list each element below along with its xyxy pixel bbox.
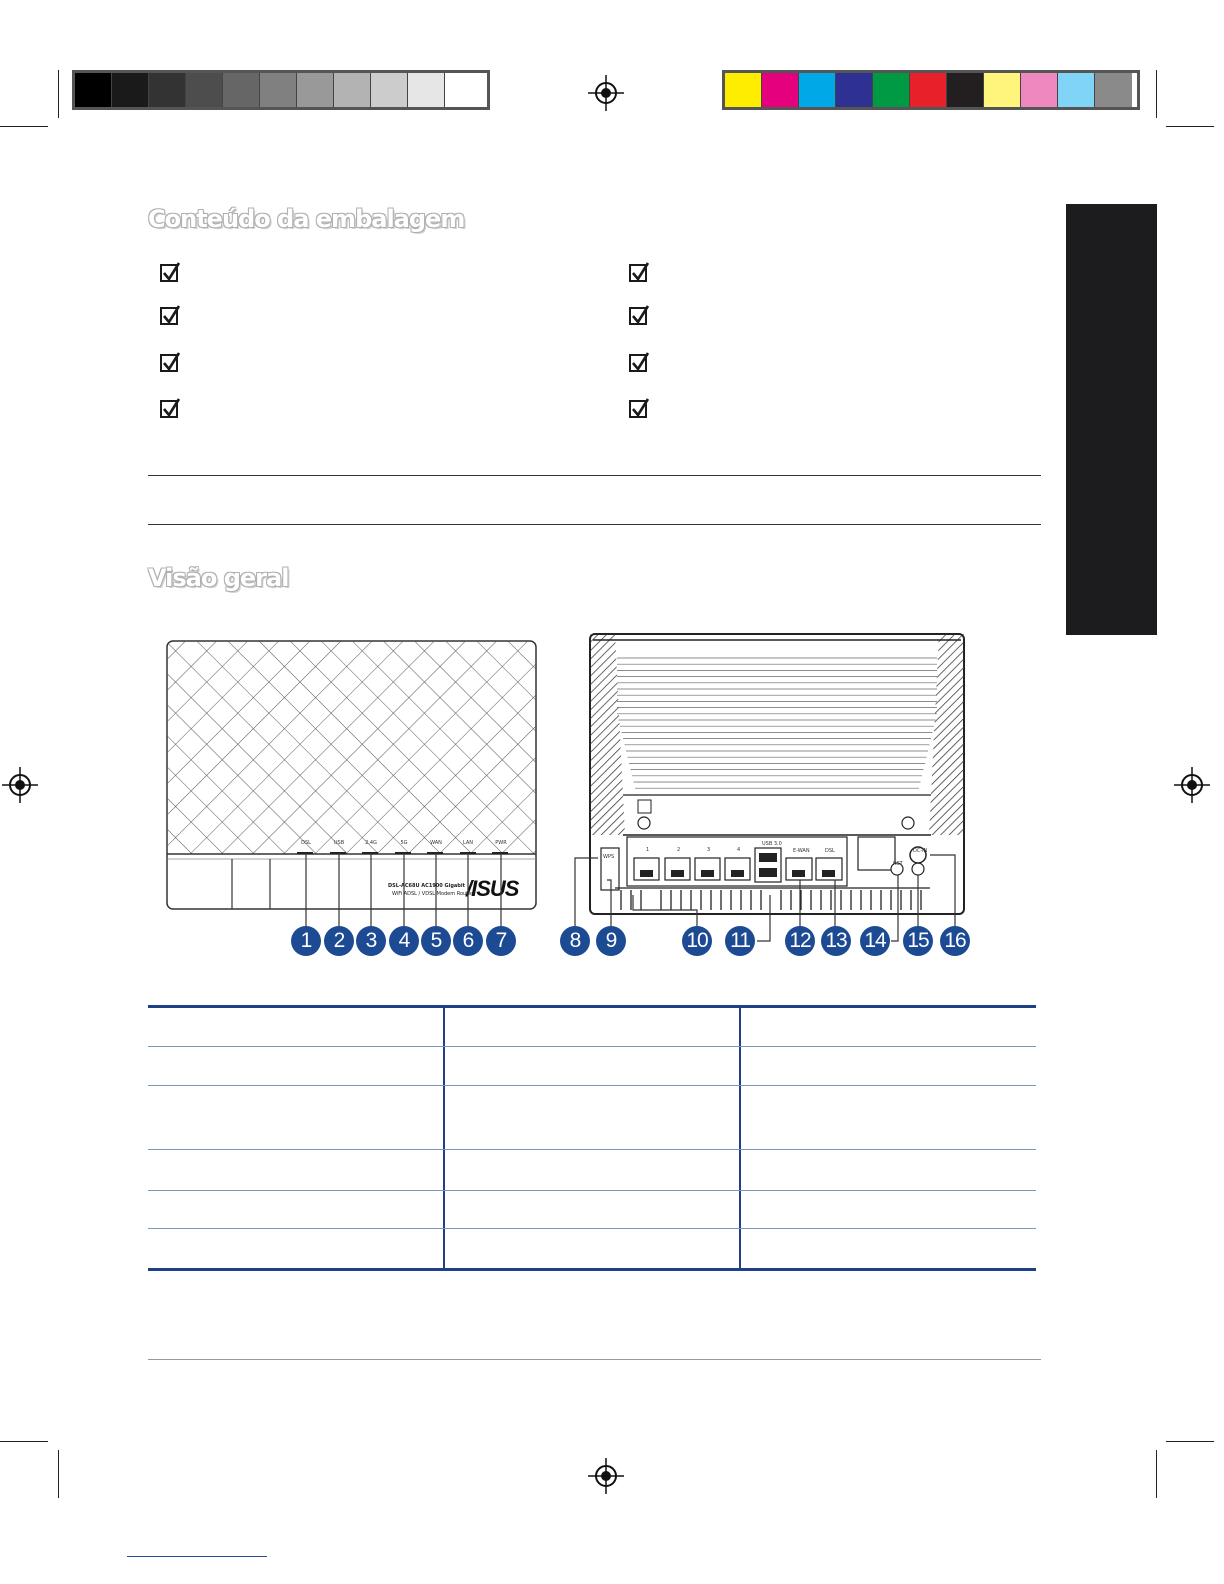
table-cell (148, 1191, 445, 1228)
front-led-label: PWR (495, 840, 507, 846)
table-cell (148, 1008, 445, 1046)
table-row (148, 1191, 1036, 1229)
callout-number-2: 2 (324, 926, 354, 956)
crop-mark (0, 1441, 48, 1442)
crop-mark (1166, 1441, 1214, 1442)
crop-mark (1156, 1450, 1157, 1498)
table-cell (741, 1191, 1036, 1228)
dsl-port-label: DSL (825, 848, 835, 854)
table-row (148, 1086, 1036, 1150)
callout-number-5: 5 (421, 926, 451, 956)
ewan-port-label: E-WAN (793, 848, 810, 854)
front-led-label: 5G (400, 840, 408, 846)
registration-mark-icon (588, 1458, 624, 1494)
table-cell (445, 1229, 742, 1269)
table-cell (741, 1086, 1036, 1149)
callout-number-7: 7 (486, 926, 516, 956)
package-contents-heading: Conteúdo da embalagem (148, 205, 465, 233)
table-cell (445, 1191, 742, 1228)
front-model-line1: DSL-AC68U AC1900 Gigabit (388, 883, 465, 889)
table-cell (741, 1047, 1036, 1085)
crop-mark (58, 1450, 59, 1498)
front-led-label: 2.4G (365, 840, 377, 846)
callout-number-15: 15 (903, 926, 933, 956)
lan-port-label: 1 (646, 847, 650, 853)
reset-button-label: RST (893, 861, 903, 867)
callout-number-11: 11 (725, 926, 755, 956)
callout-number-4: 4 (389, 926, 419, 956)
callout-number-3: 3 (356, 926, 386, 956)
table-row (148, 1229, 1036, 1269)
table-cell (148, 1047, 445, 1085)
front-led-label: LAN (462, 840, 474, 846)
callout-number-16: 16 (940, 926, 970, 956)
table-cell (445, 1008, 742, 1046)
callout-number-10: 10 (682, 926, 712, 956)
asus-logo: /ISUS (466, 876, 519, 901)
callout-number-9: 9 (596, 926, 626, 956)
usb-port-label: USB 3.0 (762, 841, 782, 847)
front-led-label: DSL (301, 840, 311, 846)
table-cell (741, 1229, 1036, 1269)
wps-button-label: WPS (603, 854, 615, 860)
front-led-label: USB (333, 840, 345, 846)
callout-number-14: 14 (860, 926, 890, 956)
front-led-label: WAN (430, 840, 442, 846)
overview-heading: Visão geral (148, 564, 289, 592)
overview-table (148, 1005, 1036, 1271)
callout-number-12: 12 (785, 926, 815, 956)
table-cell (148, 1086, 445, 1149)
callout-number-1: 1 (291, 926, 321, 956)
table-cell (445, 1086, 742, 1149)
table-cell (445, 1150, 742, 1190)
lan-port-label: 3 (707, 847, 711, 853)
callout-number-8: 8 (560, 926, 590, 956)
table-cell (445, 1047, 742, 1085)
lan-port-label: 4 (737, 847, 741, 853)
table-cell (148, 1150, 445, 1190)
table-row (148, 1008, 1036, 1047)
table-cell (148, 1229, 445, 1269)
page-bottom-rule (127, 1556, 267, 1557)
footer-rule (148, 1359, 1041, 1360)
callout-number-6: 6 (453, 926, 483, 956)
table-cell (741, 1008, 1036, 1046)
callout-number-13: 13 (821, 926, 851, 956)
front-model-line2: WiFi ADSL / VDSL Modem Router (392, 891, 474, 897)
table-row (148, 1047, 1036, 1086)
table-row (148, 1150, 1036, 1191)
table-cell (741, 1150, 1036, 1190)
lan-port-label: 2 (677, 847, 681, 853)
power-port-label: DC-IN (913, 848, 928, 854)
